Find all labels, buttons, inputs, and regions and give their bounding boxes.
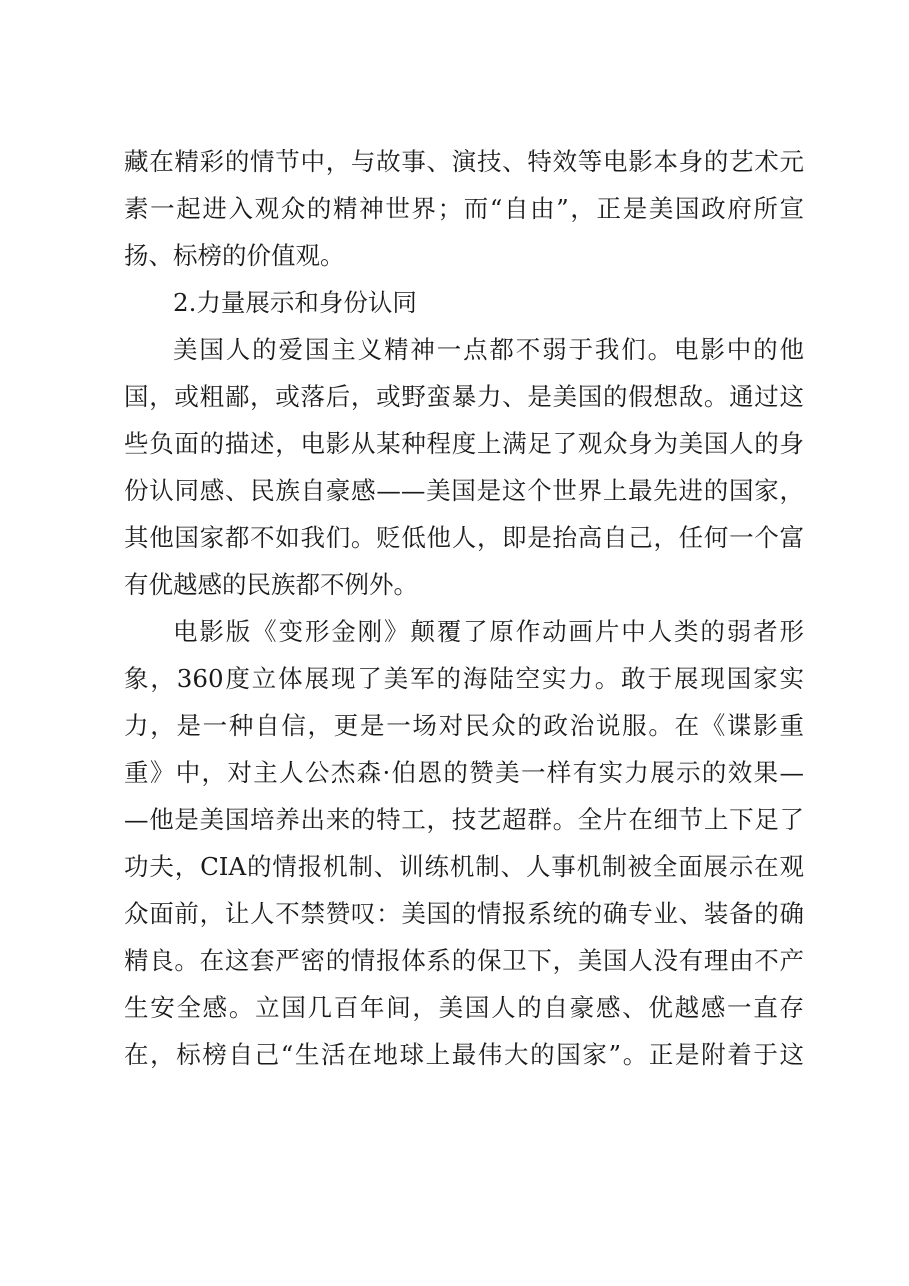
text-line: 藏在精彩的情节中，与故事、演技、特效等电影本身的艺术元	[124, 147, 804, 176]
text-line: 些负面的描述，电影从某种程度上满足了观众身为美国人的身	[124, 429, 804, 458]
text-line: 素一起进入观众的精神世界；而“自由”，正是美国政府所宣	[124, 194, 804, 223]
body-text	[124, 138, 804, 1078]
text-line: 重》中，对主人公杰森·伯恩的赞美一样有实力展示的效果—	[124, 758, 804, 787]
text-line: 力，是一种自信，更是一场对民众的政治说服。在《谍影重	[124, 711, 804, 740]
text-line: 有优越感的民族都不例外。	[124, 570, 418, 599]
text-line: 生安全感。立国几百年间，美国人的自豪感、优越感一直存	[124, 993, 804, 1022]
text-line: —他是美国培养出来的特工，技艺超群。全片在细节上下足了	[124, 805, 804, 834]
text-line: 扬、标榜的价值观。	[124, 241, 345, 270]
text-line: 在，标榜自己“生活在地球上最伟大的国家”。正是附着于这	[124, 1040, 804, 1069]
section-heading: 2.力量展示和身份认同	[173, 288, 417, 317]
text-line: 电影版《变形金刚》颠覆了原作动画片中人类的弱者形	[173, 617, 804, 646]
text-line: 其他国家都不如我们。贬低他人，即是抬高自己，任何一个富	[124, 523, 804, 552]
text-line: 众面前，让人不禁赞叹：美国的情报系统的确专业、装备的确	[124, 899, 804, 928]
text-line: 美国人的爱国主义精神一点都不弱于我们。电影中的他	[173, 335, 804, 364]
text-line: 象，360度立体展现了美军的海陆空实力。敢于展现国家实	[124, 664, 804, 693]
text-line: 精良。在这套严密的情报体系的保卫下，美国人没有理由不产	[124, 946, 804, 975]
text-line: 国，或粗鄙，或落后，或野蛮暴力、是美国的假想敌。通过这	[124, 382, 804, 411]
text-line: 功夫，CIA的情报机制、训练机制、人事机制被全面展示在观	[124, 852, 804, 881]
text-line: 份认同感、民族自豪感——美国是这个世界上最先进的国家，	[124, 476, 804, 505]
